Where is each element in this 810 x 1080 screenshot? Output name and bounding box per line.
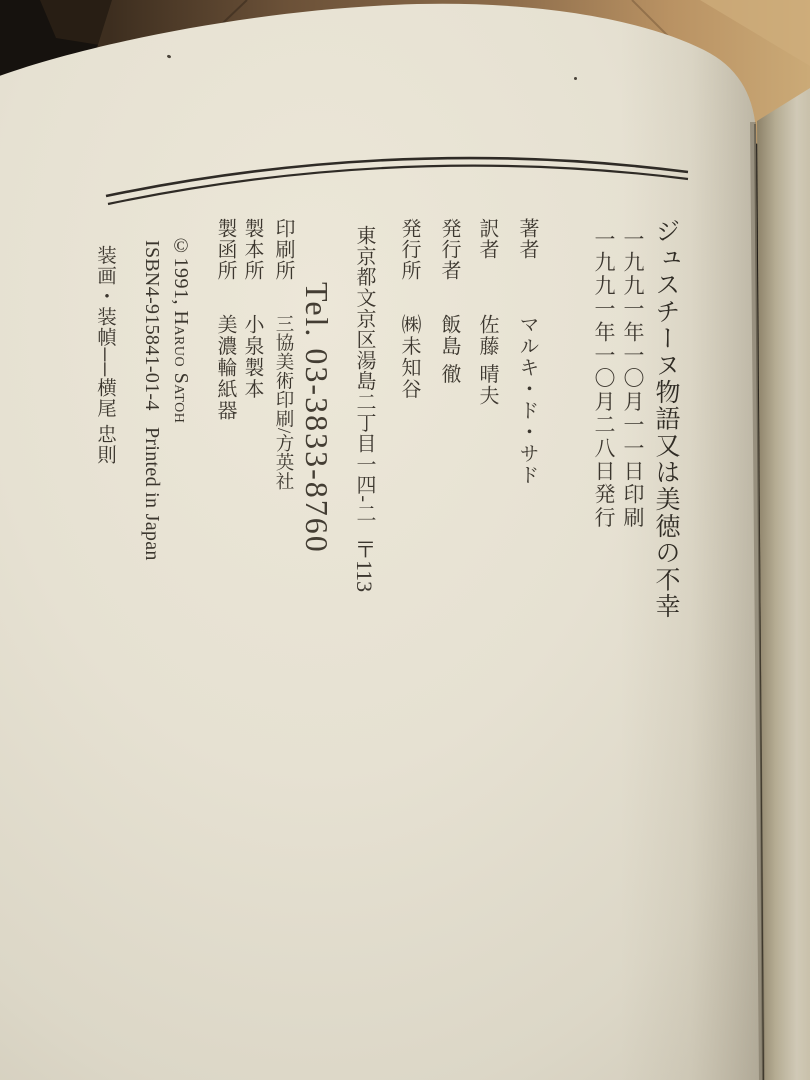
publisher-person-entry — [439, 218, 459, 918]
dust-speck — [574, 77, 577, 80]
telephone-number: Tel. 03-3833-8760 — [299, 282, 335, 554]
book-title: ジュスチーヌ物語又は美徳の不幸 — [652, 218, 679, 620]
printer-entry — [273, 218, 293, 918]
author-entry — [517, 218, 537, 918]
publisher-name: ㈱未知谷 — [398, 314, 420, 400]
author-name: マルキ・ド・サド — [516, 314, 538, 486]
printer-name: 三協美術印刷/方英社 — [273, 314, 293, 491]
isbn-line — [142, 240, 162, 918]
translator-name: 佐藤 晴夫 — [476, 314, 498, 407]
isbn-number: ISBN4-915841-01-4 — [141, 240, 163, 411]
printer-label: 印刷所 — [272, 218, 294, 281]
printed-in-japan: Printed in Japan — [141, 426, 163, 561]
bindery-entry — [242, 218, 262, 918]
issue-date: 一九九一年一〇月二八日発行 — [592, 228, 616, 530]
case-maker-name: 美濃輪紙器 — [214, 314, 236, 422]
facing-page — [757, 88, 810, 1080]
postal-code: 〒113 — [352, 537, 377, 592]
copyright-notice: ©1991, Haruo Satoh — [170, 235, 192, 424]
author-label: 著者 — [516, 218, 538, 260]
address-text: 東京都文京区湯島二丁目一四-二 — [353, 225, 375, 524]
publisher-label: 発行所 — [398, 218, 420, 281]
design-credit: 装画・装幀──横尾 忠則 — [94, 245, 115, 466]
bindery-name: 小泉製本 — [241, 314, 263, 400]
case-maker-entry — [215, 218, 235, 918]
translator-entry — [477, 218, 497, 918]
bindery-label: 製本所 — [241, 218, 263, 281]
colophon-text-block — [95, 218, 679, 918]
publisher-person-name: 飯島 徹 — [438, 314, 460, 385]
print-date: 一九九一年一〇月一一日印刷 — [621, 228, 645, 530]
case-maker-label: 製函所 — [214, 218, 236, 281]
publisher-address — [353, 225, 375, 918]
publisher-person-label: 発行者 — [438, 218, 460, 281]
translator-label: 訳者 — [476, 218, 498, 260]
publisher-entry — [399, 218, 419, 918]
